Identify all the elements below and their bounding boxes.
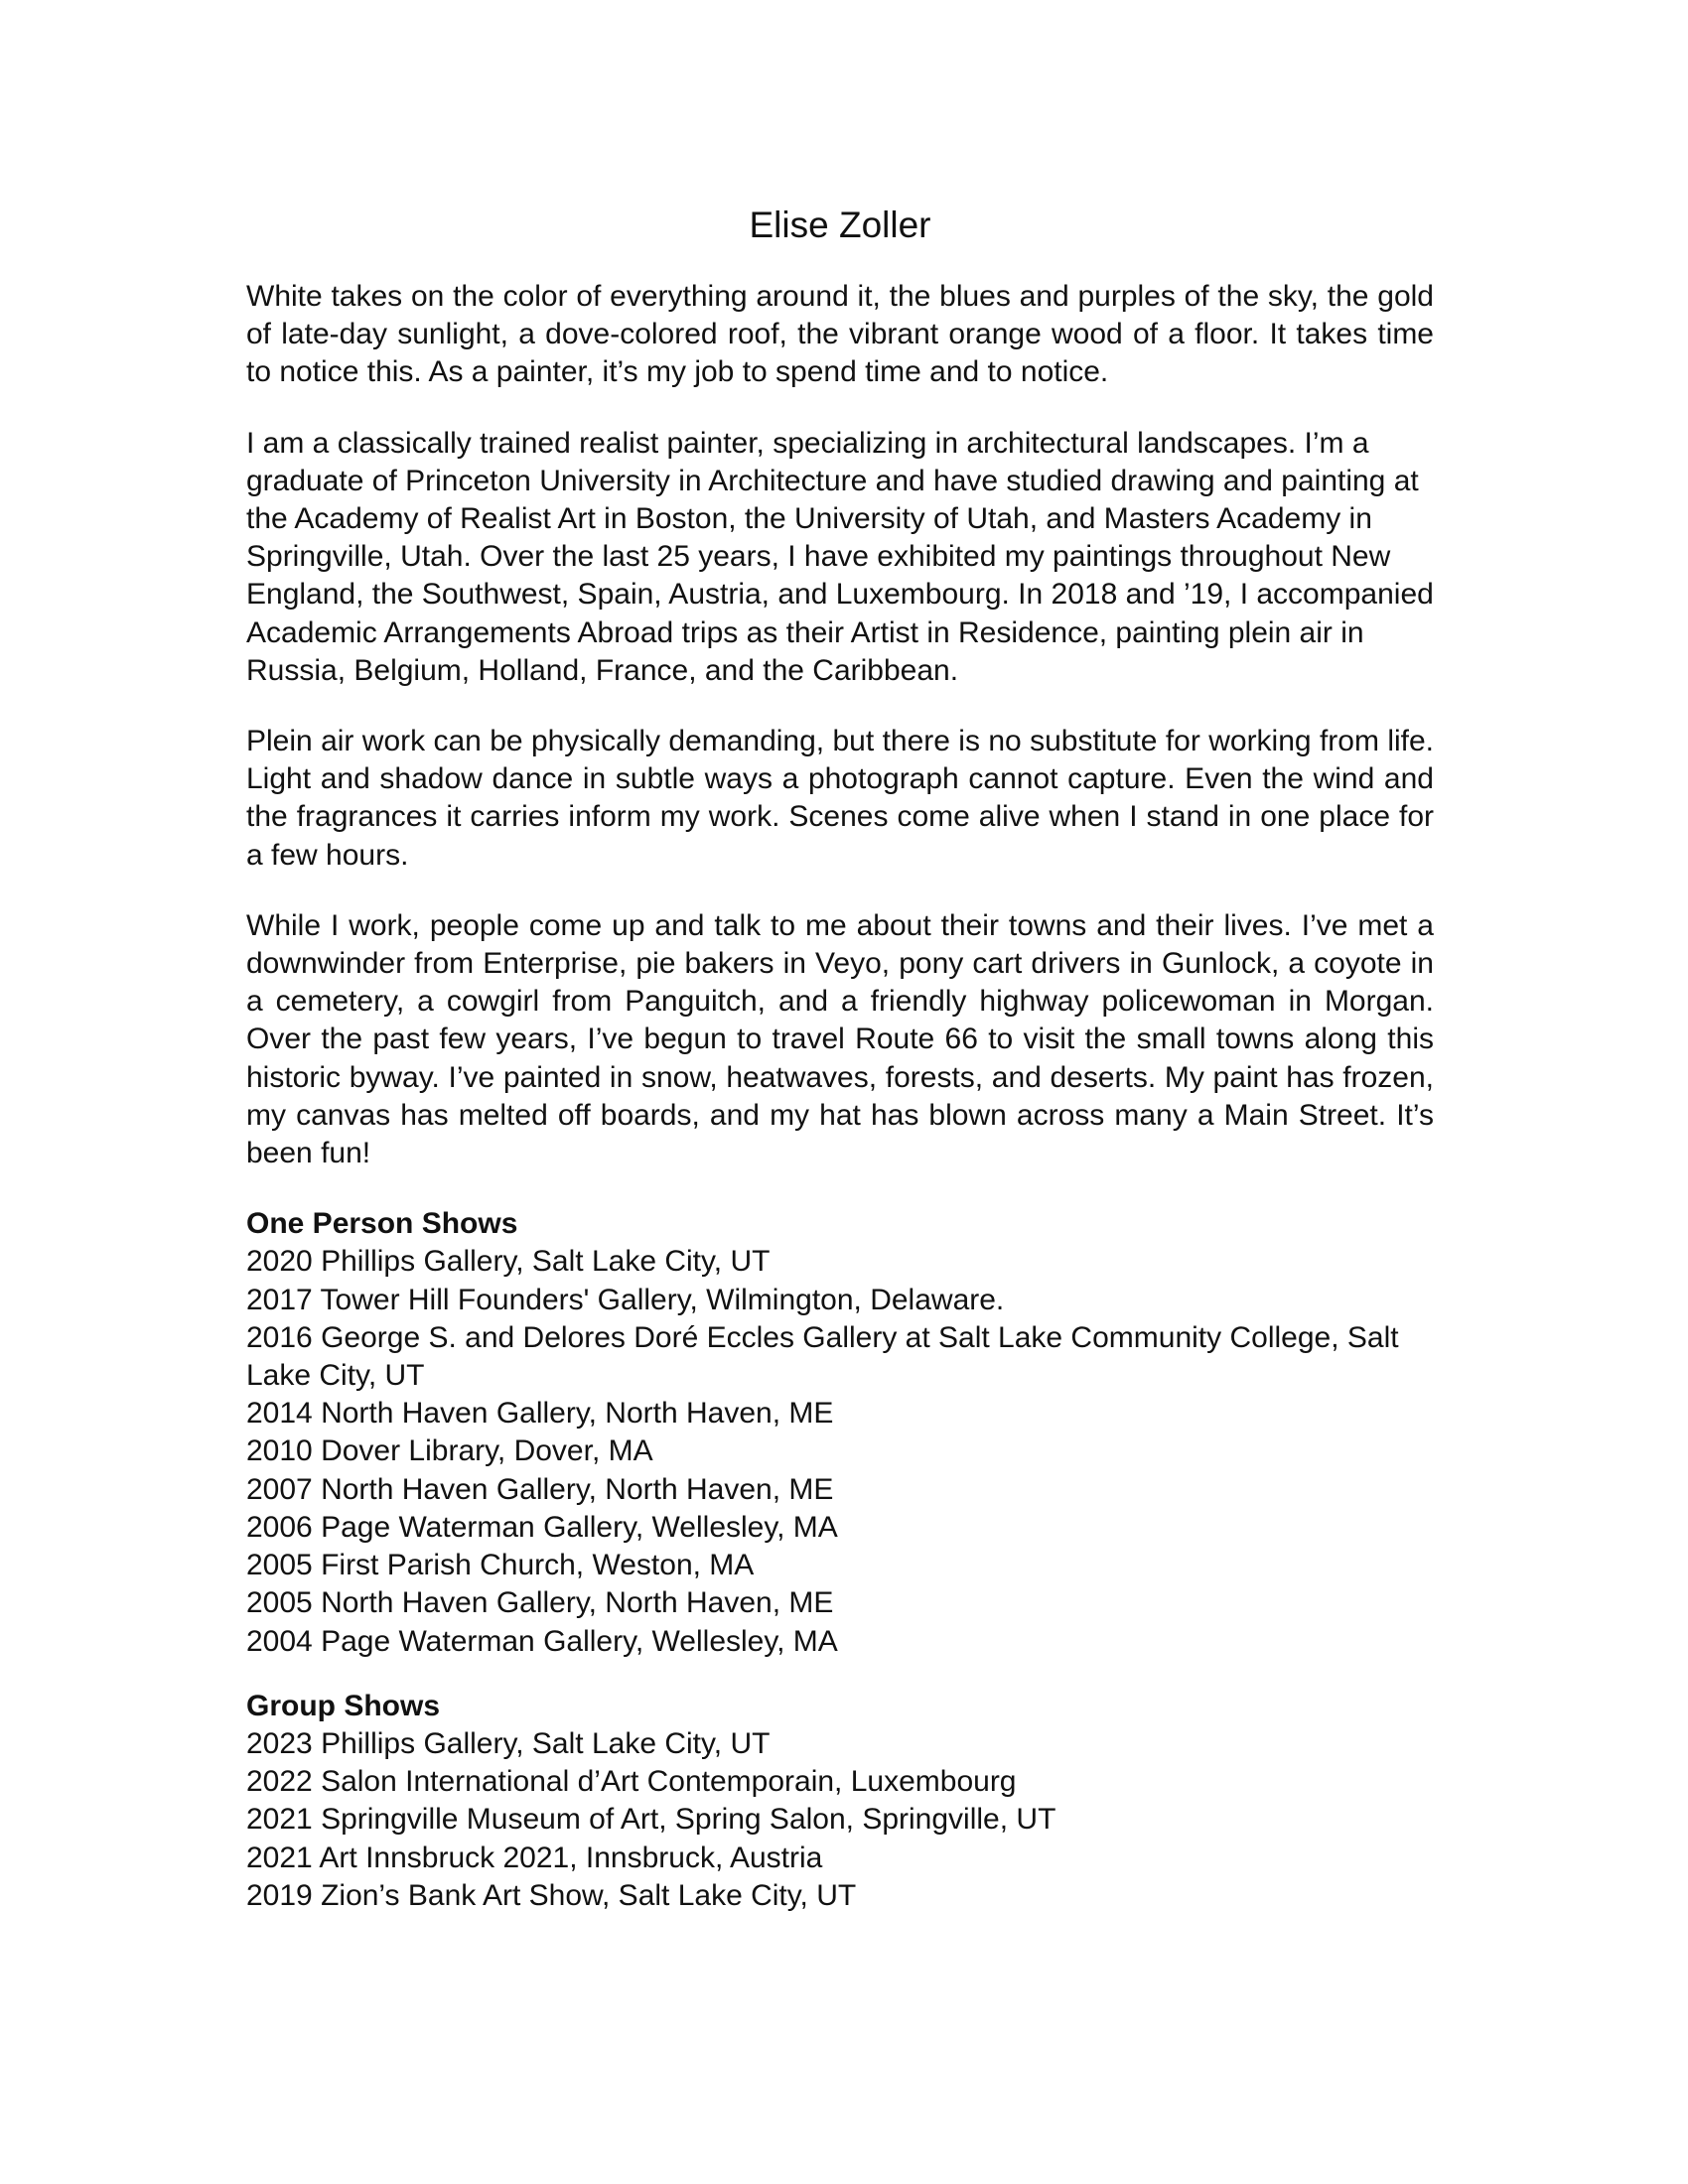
list-item: 2006 Page Waterman Gallery, Wellesley, MA <box>246 1510 838 1544</box>
list-item: 2010 Dover Library, Dover, MA <box>246 1434 653 1468</box>
group-shows-heading: Group Shows <box>246 1689 440 1722</box>
list-item: 2005 First Parish Church, Weston, MA <box>246 1549 755 1582</box>
list-item: 2022 Salon International d’Art Contemporain, Luxembourg <box>246 1765 1017 1799</box>
statement-paragraph-1: White takes on the color of everything around it, the blues and purples of the sky, the gold of late-day sunlight, a dove-colored roof, the vibrant orange wood of a floor. It takes time to notice this. As a painter, it’s my job to spend time and to notice. <box>246 280 1434 389</box>
one-person-shows-section <box>246 1205 1434 1660</box>
group-shows-list <box>246 1725 1434 1915</box>
statement-paragraph-3: Plein air work can be physically demanding, but there is no substitute for working from life. Light and shadow dance in subtle ways a photograph cannot capture. Even the wind and the fragrances it carries inform my work. Scenes come alive when I stand in one place for a few hours. <box>246 725 1434 872</box>
list-item: 2019 Zion’s Bank Art Show, Salt Lake City, UT <box>246 1878 857 1912</box>
list-item: 2005 North Haven Gallery, North Haven, ME <box>246 1586 834 1620</box>
list-item: 2016 George S. and Delores Doré Eccles Gallery at Salt Lake Community College, Salt Lake City, UT <box>246 1320 1399 1393</box>
list-item: 2004 Page Waterman Gallery, Wellesley, MA <box>246 1624 838 1658</box>
one-person-shows-list <box>246 1243 1434 1660</box>
list-item: 2014 North Haven Gallery, North Haven, ME <box>246 1397 834 1431</box>
statement-paragraph-4: While I work, people come up and talk to me about their towns and their lives. I’ve met a downwinder from Enterprise, pie bakers in Veyo, pony cart drivers in Gunlock, a coyote in a cemetery, a cowgirl from Panguitch, and a friendly highway policewoman in Morgan. Over the past few years, I’ve begun to travel Route 66 to visit the small towns along this historic byway. I’ve painted in snow, heatwaves, forests, and deserts. My paint has frozen, my canvas has melted off boards, and my hat has blown across many a Main Street. It’s been fun! <box>246 908 1434 1170</box>
list-item: 2017 Tower Hill Founders' Gallery, Wilmington, Delaware. <box>246 1283 1005 1316</box>
statement-paragraph-2: I am a classically trained realist painter, specializing in architectural landscapes. I’m a graduate of Princeton University in Architecture and have studied drawing and painting at the Academy of Realist Art in Boston, the University of Utah, and Masters Academy in Springville, Utah. Over the last 25 years, I have exhibited my paintings throughout New England, the Southwest, Spain, Austria, and Luxembourg. In 2018 and ’19, I accompanied Academic Arrangements Abroad trips as their Artist in Residence, painting plein air in Russia, Belgium, Holland, France, and the Caribbean. <box>246 426 1434 687</box>
list-item: 2021 Springville Museum of Art, Spring Salon, Springville, UT <box>246 1803 1056 1837</box>
one-person-shows-heading: One Person Shows <box>246 1207 518 1241</box>
list-item: 2007 North Haven Gallery, North Haven, ME <box>246 1472 834 1506</box>
document-body <box>246 278 1434 1942</box>
group-shows-section <box>246 1688 1434 1915</box>
list-item: 2023 Phillips Gallery, Salt Lake City, UT <box>246 1726 771 1760</box>
list-item: 2020 Phillips Gallery, Salt Lake City, UT <box>246 1245 771 1279</box>
list-item: 2021 Art Innsbruck 2021, Innsbruck, Austria <box>246 1841 823 1874</box>
document-title: Elise Zoller <box>749 205 931 245</box>
